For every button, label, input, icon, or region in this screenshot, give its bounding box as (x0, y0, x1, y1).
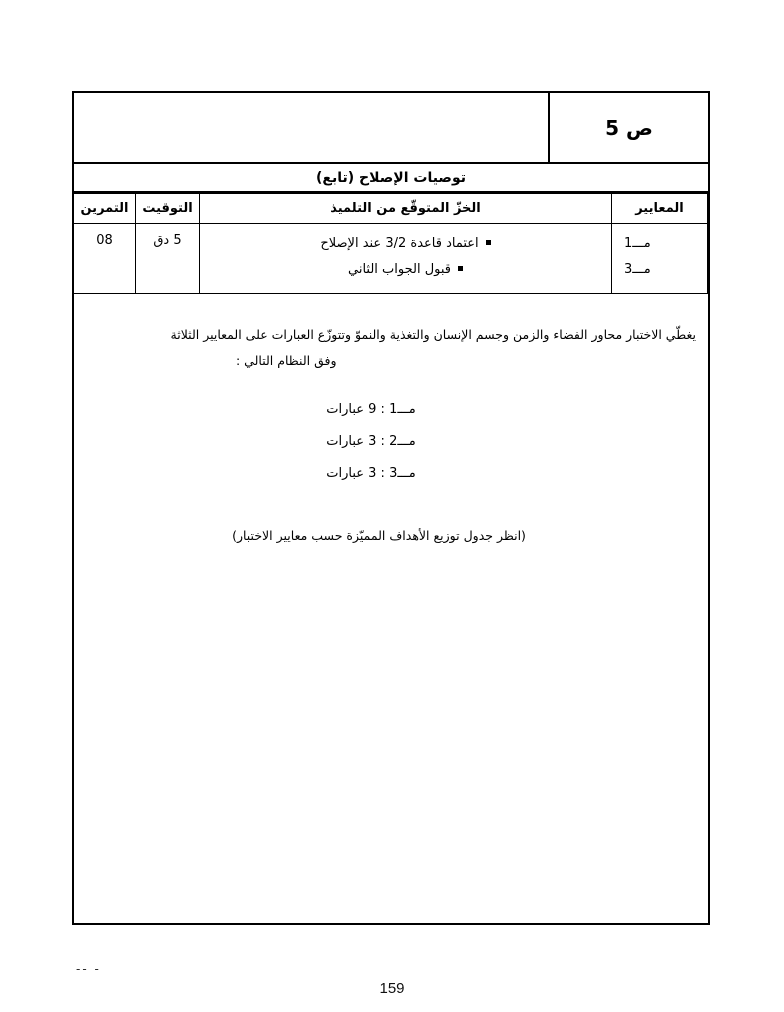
note-paragraph-line2: وفق النظام التالي : (236, 353, 337, 368)
page-reference-cell (548, 93, 708, 162)
distribution-list (86, 394, 696, 490)
table-header-row (74, 194, 708, 224)
page-reference-text: ص 5 (605, 115, 653, 140)
header-criteria: المعايير (612, 194, 708, 224)
table-title-row (74, 164, 708, 193)
header-exercise: التمرين (74, 194, 136, 224)
expected-work-list (210, 231, 601, 283)
bullet-icon (486, 240, 491, 245)
note-paragraph (86, 322, 696, 374)
page-number: 159 (379, 980, 405, 997)
list-item: مـــ3 : 3 عبارات (326, 466, 416, 481)
note-body (74, 294, 708, 543)
table-row (74, 224, 708, 294)
list-item: مـــ1 : 9 عبارات (326, 402, 416, 417)
top-band-blank-cell (74, 93, 548, 162)
header-timing: التوقيت (136, 194, 200, 224)
top-band (74, 93, 708, 164)
header-expected-work: الخزّ المتوقّع من التلميذ (200, 194, 612, 224)
recommendations-table (73, 193, 708, 294)
cell-timing: 5 دق (136, 224, 200, 294)
cell-exercise: 08 (74, 224, 136, 294)
footer-marks: - -- (76, 962, 101, 976)
list-item: مـــ3 (624, 262, 651, 277)
note-paragraph-line1: يغطّي الاختبار محاور الفضاء والزمن وجسم الإنسان والتغذية والنموّ وتتوزّع العبارات على المعايير الثلاثة (170, 327, 696, 342)
cell-criteria (612, 224, 708, 294)
list-item-label: قبول الجواب الثاني (347, 262, 451, 277)
criteria-list (620, 231, 699, 283)
table-title-text: توصيات الإصلاح (تابع) (316, 169, 466, 186)
bullet-icon (458, 266, 463, 271)
list-item (210, 231, 601, 257)
list-item-label: اعتماد قاعدة 3/2 عند الإصلاح (320, 236, 479, 251)
list-item: مـــ2 : 3 عبارات (326, 434, 416, 449)
document-frame (72, 91, 710, 925)
closing-note: (انظر جدول توزيع الأهداف المميّزة حسب معايير الاختبار) (232, 528, 526, 543)
cell-expected-work (200, 224, 612, 294)
list-item: مـــ1 (624, 236, 651, 251)
list-item (210, 257, 601, 283)
